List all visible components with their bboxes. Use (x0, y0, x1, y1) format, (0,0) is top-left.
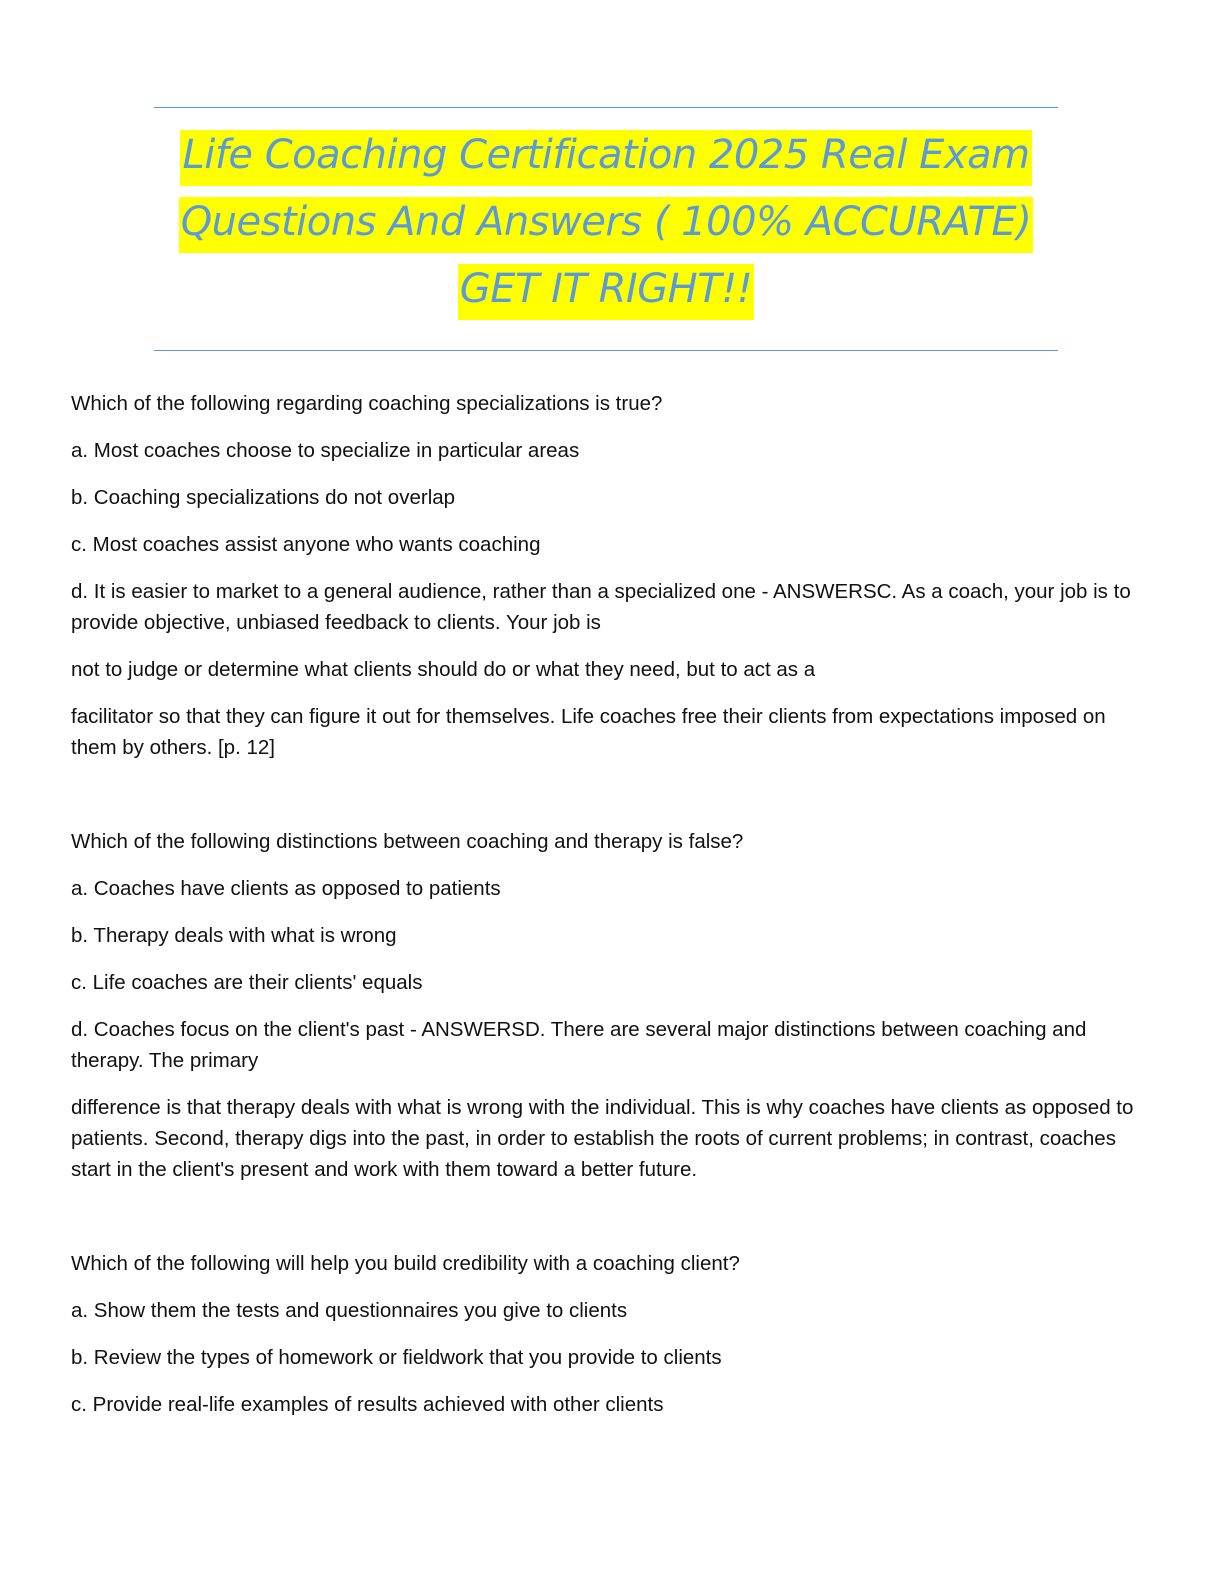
question-block-1 (71, 388, 1136, 763)
title-line-2: Questions And Answers ( 100% ACCURATE) (179, 197, 1034, 253)
option-d-answer: d. Coaches focus on the client's past - ANSWERSD. There are several major distinctions between coaching and therapy. The primary (71, 1018, 1087, 1072)
question-block-3 (71, 1248, 1136, 1420)
option-b: b. Therapy deals with what is wrong (71, 924, 397, 947)
title-line-1: Life Coaching Certification 2025 Real Exam (180, 130, 1031, 186)
option-a: a. Show them the tests and questionnaires you give to clients (71, 1299, 628, 1322)
answer-explanation: difference is that therapy deals with what is wrong with the individual. This is why coaches have clients as opposed to patients. Second, therapy digs into the past, in order to establish the roots of current problems; in contrast, coaches start in the client's present and work with them toward a better future. (71, 1096, 1134, 1181)
option-c: c. Most coaches assist anyone who wants coaching (71, 533, 541, 556)
section-spacer (71, 779, 1136, 826)
question-text: Which of the following will help you build credibility with a coaching client? (71, 1252, 740, 1275)
title-line-3: GET IT RIGHT!! (458, 264, 755, 320)
answer-explanation: not to judge or determine what clients should do or what they need, but to act as a (71, 658, 816, 681)
option-c: c. Life coaches are their clients' equals (71, 971, 423, 994)
section-spacer (71, 1201, 1136, 1248)
question-block-2 (71, 826, 1136, 1185)
answer-explanation: facilitator so that they can figure it out for themselves. Life coaches free their clients from expectations imposed on them by others. [p. 12] (71, 705, 1106, 759)
document-body (71, 388, 1136, 1436)
option-a: a. Coaches have clients as opposed to patients (71, 877, 501, 900)
option-a: a. Most coaches choose to specialize in particular areas (71, 439, 580, 462)
document-title (154, 122, 1058, 323)
option-d-answer: d. It is easier to market to a general audience, rather than a specialized one - ANSWERSC. As a coach, your job is to provide objective, unbiased feedback to clients. Your job is (71, 580, 1131, 634)
title-bottom-rule (154, 350, 1058, 351)
title-top-rule (154, 107, 1058, 108)
question-text: Which of the following distinctions between coaching and therapy is false? (71, 830, 744, 853)
question-text: Which of the following regarding coaching specializations is true? (71, 392, 663, 415)
option-b: b. Coaching specializations do not overlap (71, 486, 456, 509)
option-b: b. Review the types of homework or fieldwork that you provide to clients (71, 1346, 722, 1369)
option-c: c. Provide real-life examples of results achieved with other clients (71, 1393, 664, 1416)
